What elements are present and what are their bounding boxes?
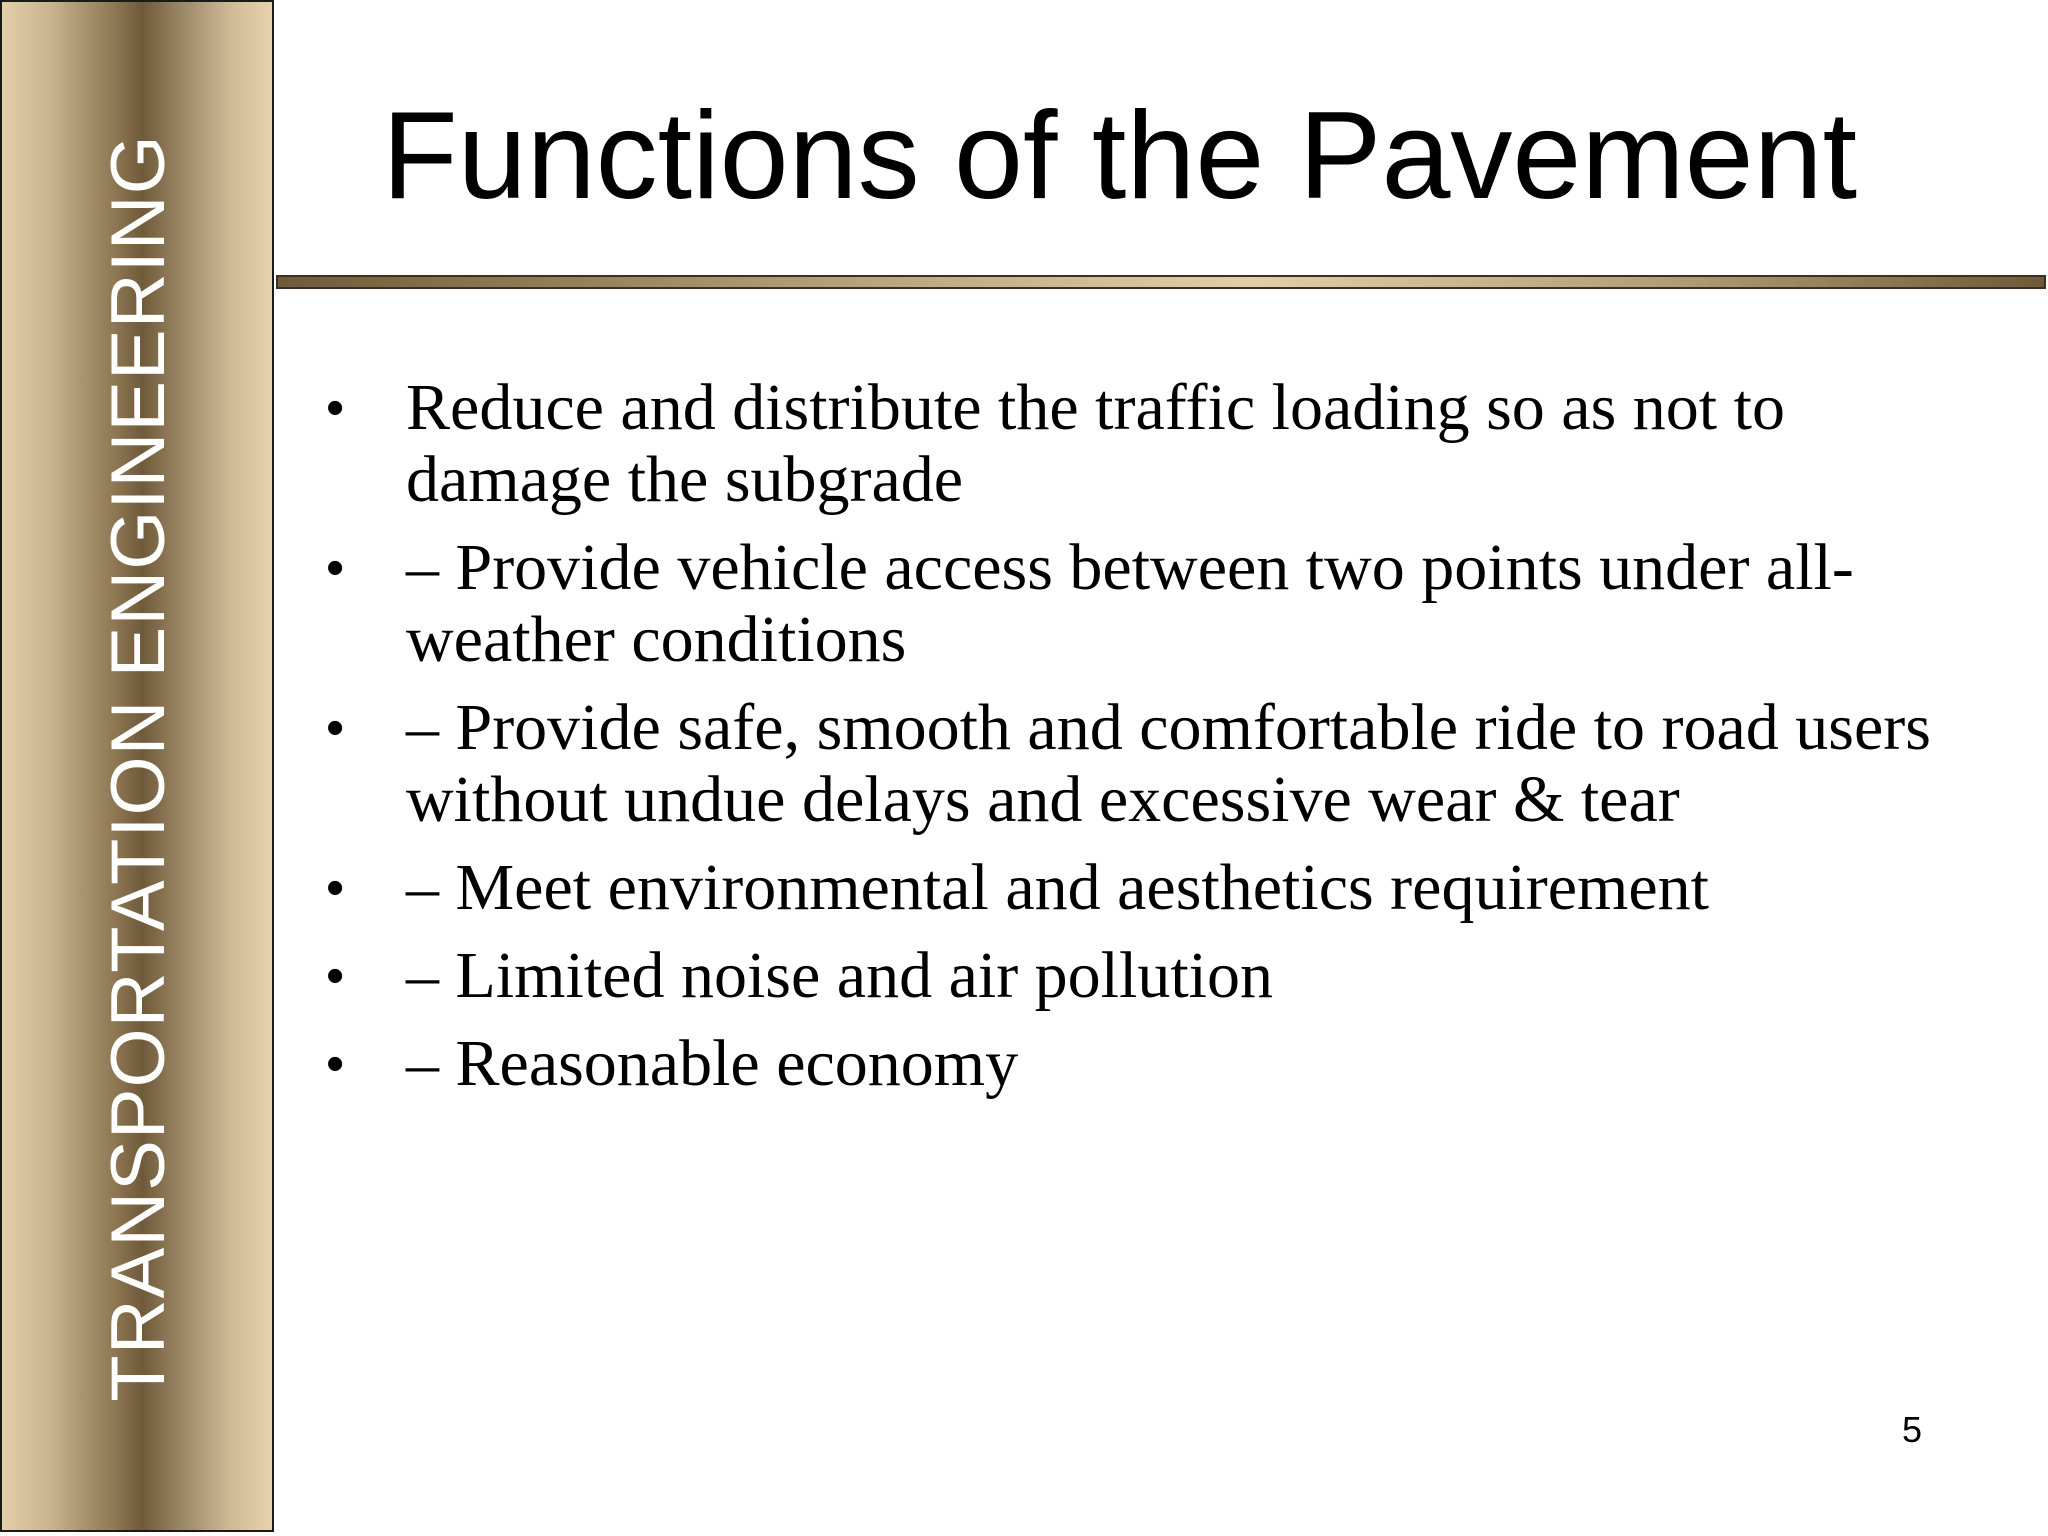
bullet-text: Reduce and distribute the traffic loading so as not to damage the subgrade (406, 371, 1785, 516)
bullet-marker: • (326, 379, 345, 437)
list-item (320, 940, 1960, 1012)
bullet-marker: • (326, 947, 345, 1005)
list-item (320, 1028, 1960, 1100)
bullet-marker: • (326, 859, 345, 917)
bullet-text: – Provide vehicle access between two points under all-weather conditions (406, 531, 1854, 676)
bullet-marker: • (326, 1035, 345, 1093)
bullet-text: – Provide safe, smooth and comfortable ride to road users without undue delays and excessive wear & tear (406, 691, 1931, 836)
list-item (320, 372, 1960, 516)
slide-title: Functions of the Pavement (382, 87, 1858, 225)
sidebar-label: TRANSPORTATION ENGINEERING (96, 134, 181, 1402)
list-item (320, 852, 1960, 924)
bullet-text: – Meet environmental and aesthetics requirement (406, 851, 1710, 924)
title-divider (276, 275, 2046, 289)
bullet-text: – Reasonable economy (406, 1027, 1019, 1100)
page-number: 5 (1902, 1409, 1923, 1450)
list-item (320, 532, 1960, 676)
bullet-list (320, 372, 1960, 1116)
bullet-marker: • (326, 539, 345, 597)
bullet-text: – Limited noise and air pollution (406, 939, 1274, 1012)
sidebar-banner (0, 0, 274, 1532)
list-item (320, 692, 1960, 836)
bullet-marker: • (326, 699, 345, 757)
